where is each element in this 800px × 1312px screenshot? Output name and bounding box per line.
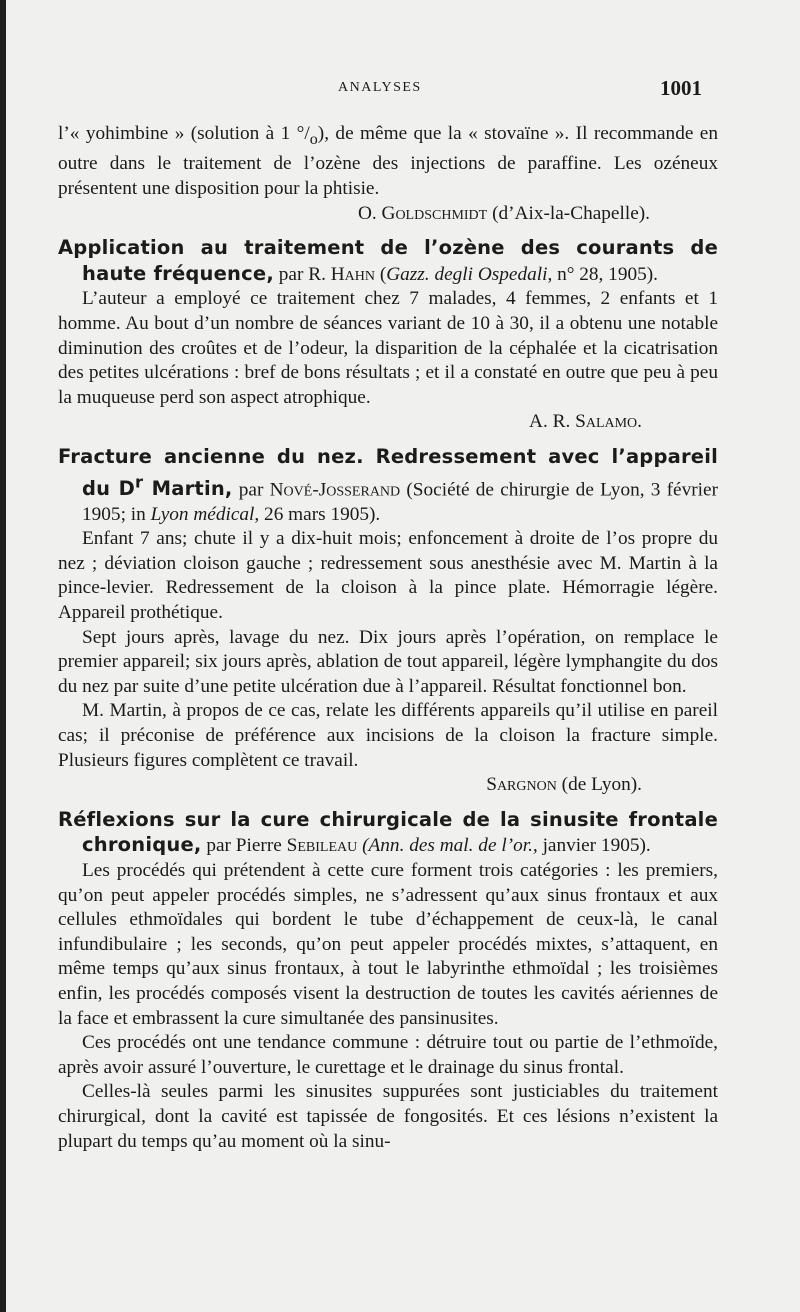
article-3-heading	[58, 808, 718, 859]
article-2-paragraph-3: M. Martin, à propos de ce cas, relate les différents appareils qu’il utilise en pareil cas; il préconise de préférence aux incisions de la cloison la fracture simple. Plusieurs figures complètent ce travail.	[58, 700, 718, 771]
article-1-signature-name: A. R. Salamo.	[529, 411, 642, 433]
article-2-title-text: Fracture ancienne du nez. Redressement avec l’appareil du D	[58, 444, 718, 501]
intro-subscript: o	[309, 130, 318, 148]
article-1-source-rest: , n° 28, 1905).	[547, 263, 658, 285]
article-2-title-superscript: r	[135, 472, 144, 492]
article-2-source: (Société de chirurgie de Lyon, 3 février 1905; in	[82, 479, 719, 525]
book-page	[6, 0, 800, 1312]
article-1-signature	[58, 410, 718, 435]
intro-signature-place: (d’Aix-la-Chapelle).	[492, 202, 650, 224]
article-1-by: par	[278, 263, 304, 285]
article-1-title: Application au traitement de l’ozène des courants de haute fréquence,	[58, 236, 718, 285]
article-2-title-name: Martin,	[143, 477, 233, 501]
article-2-signature	[58, 773, 718, 798]
article-2-by: par	[238, 479, 264, 501]
article-2-source-date: , 26 mars 1905).	[254, 503, 381, 525]
article-2-signature-place: (de Lyon).	[561, 774, 642, 796]
article-2-paragraph-2: Sept jours après, lavage du nez. Dix jours après l’opération, on remplace le premier appareil; six jours après, ablation de tout appareil, légère lymphangite du dos du nez par suite d’une petite ulcération due à l’appareil. Résultat fonctionnel bon.	[58, 626, 718, 697]
article-3-source-journal: (Ann. des mal. de l’or.,	[362, 835, 538, 857]
article-2-signature-name: Sargnon	[486, 774, 557, 796]
intro-signature-name: O. Goldschmidt	[357, 202, 488, 224]
article-1-paragraph: L’auteur a employé ce traitement chez 7 malades, 4 femmes, 2 enfants et 1 homme. Au bout d’un nombre de séances variant de 10 à 30, il a obtenu une notable diminution des croûtes et de l’odeur, la disparition de la céphalée et la cicatrisation des petites ulcérations : bref de bons résultats ; et il a constaté en outre que peu à peu la muqueuse perd son aspect atrophique.	[58, 288, 718, 408]
article-3-author-last: Sebileau	[286, 835, 358, 857]
page-body	[58, 122, 718, 1154]
intro-signature	[58, 202, 718, 227]
article-1-source-journal: Gazz. degli Ospedali	[386, 263, 548, 285]
intro-paragraph	[58, 122, 718, 202]
article-3-title: Réflexions sur la cure chirurgicale de la sinusite frontale chronique,	[58, 807, 718, 857]
intro-text: l’« yohimbine » (solution à 1 °/	[58, 123, 310, 144]
running-title: ANALYSES	[338, 80, 422, 95]
article-3-paragraph-1: Les procédés qui prétendent à cette cure forment trois catégories : les premiers, qu’on peut appeler procédés simples, ne s’adressent qu’aux sinus frontaux et aux cellules ethmoïdales qui bordent le tube d’échappement de ceux-là, le canal infundibulaire ; les seconds, qu’on peut appeler procédés mixtes, s’attaquent, en même temps qu’aux sinus frontaux, à tout le labyrinthe ethmoïdal ; les troisièmes enfin, les procédés composés visent la destruction de toutes les cavités aériennes de la face et embrassent la cure simultanée des pansinusites.	[58, 859, 718, 1029]
article-1-source-open: (	[379, 263, 387, 285]
article-3-by: par	[206, 835, 231, 857]
page-number: 1001	[660, 76, 702, 100]
intro-text-rest: ), de même que la « stovaïne ». Il recommande en outre dans le traitement de l’ozène des injections de paraffine. Les ozéneux présentent une disposition pour la phtisie.	[58, 123, 718, 200]
article-1-heading	[58, 236, 718, 287]
article-2-author: Nové-Josserand	[269, 479, 401, 501]
article-3-paragraph-2: Ces procédés ont une tendance commune : détruire tout ou partie de l’ethmoïde, après avoir assuré l’ouverture, le curettage et le drainage du sinus frontal.	[58, 1032, 718, 1078]
article-1-author: R. Hahn	[308, 263, 375, 285]
article-2-heading	[58, 445, 718, 527]
article-3-author-first: Pierre	[235, 835, 282, 857]
article-2-source-journal: Lyon médical	[150, 503, 255, 525]
article-2-paragraph-1: Enfant 7 ans; chute il y a dix-huit mois; enfoncement à droite de l’os propre du nez ; déviation cloison gauche ; redressement sous anesthésie avec M. Martin à la pince-levier. Redressement de la cloison à la pince plate. Hémorragie légère. Appareil prothétique.	[58, 528, 718, 624]
article-3-source-date: janvier 1905).	[537, 835, 651, 857]
running-head	[6, 76, 800, 102]
article-3-paragraph-3: Celles-là seules parmi les sinusites suppurées sont justiciables du traitement chirurgical, dont la cavité est tapissée de fongosités. Et ces lésions n’existent la plupart du temps qu’au moment où la sinu-	[58, 1081, 718, 1152]
